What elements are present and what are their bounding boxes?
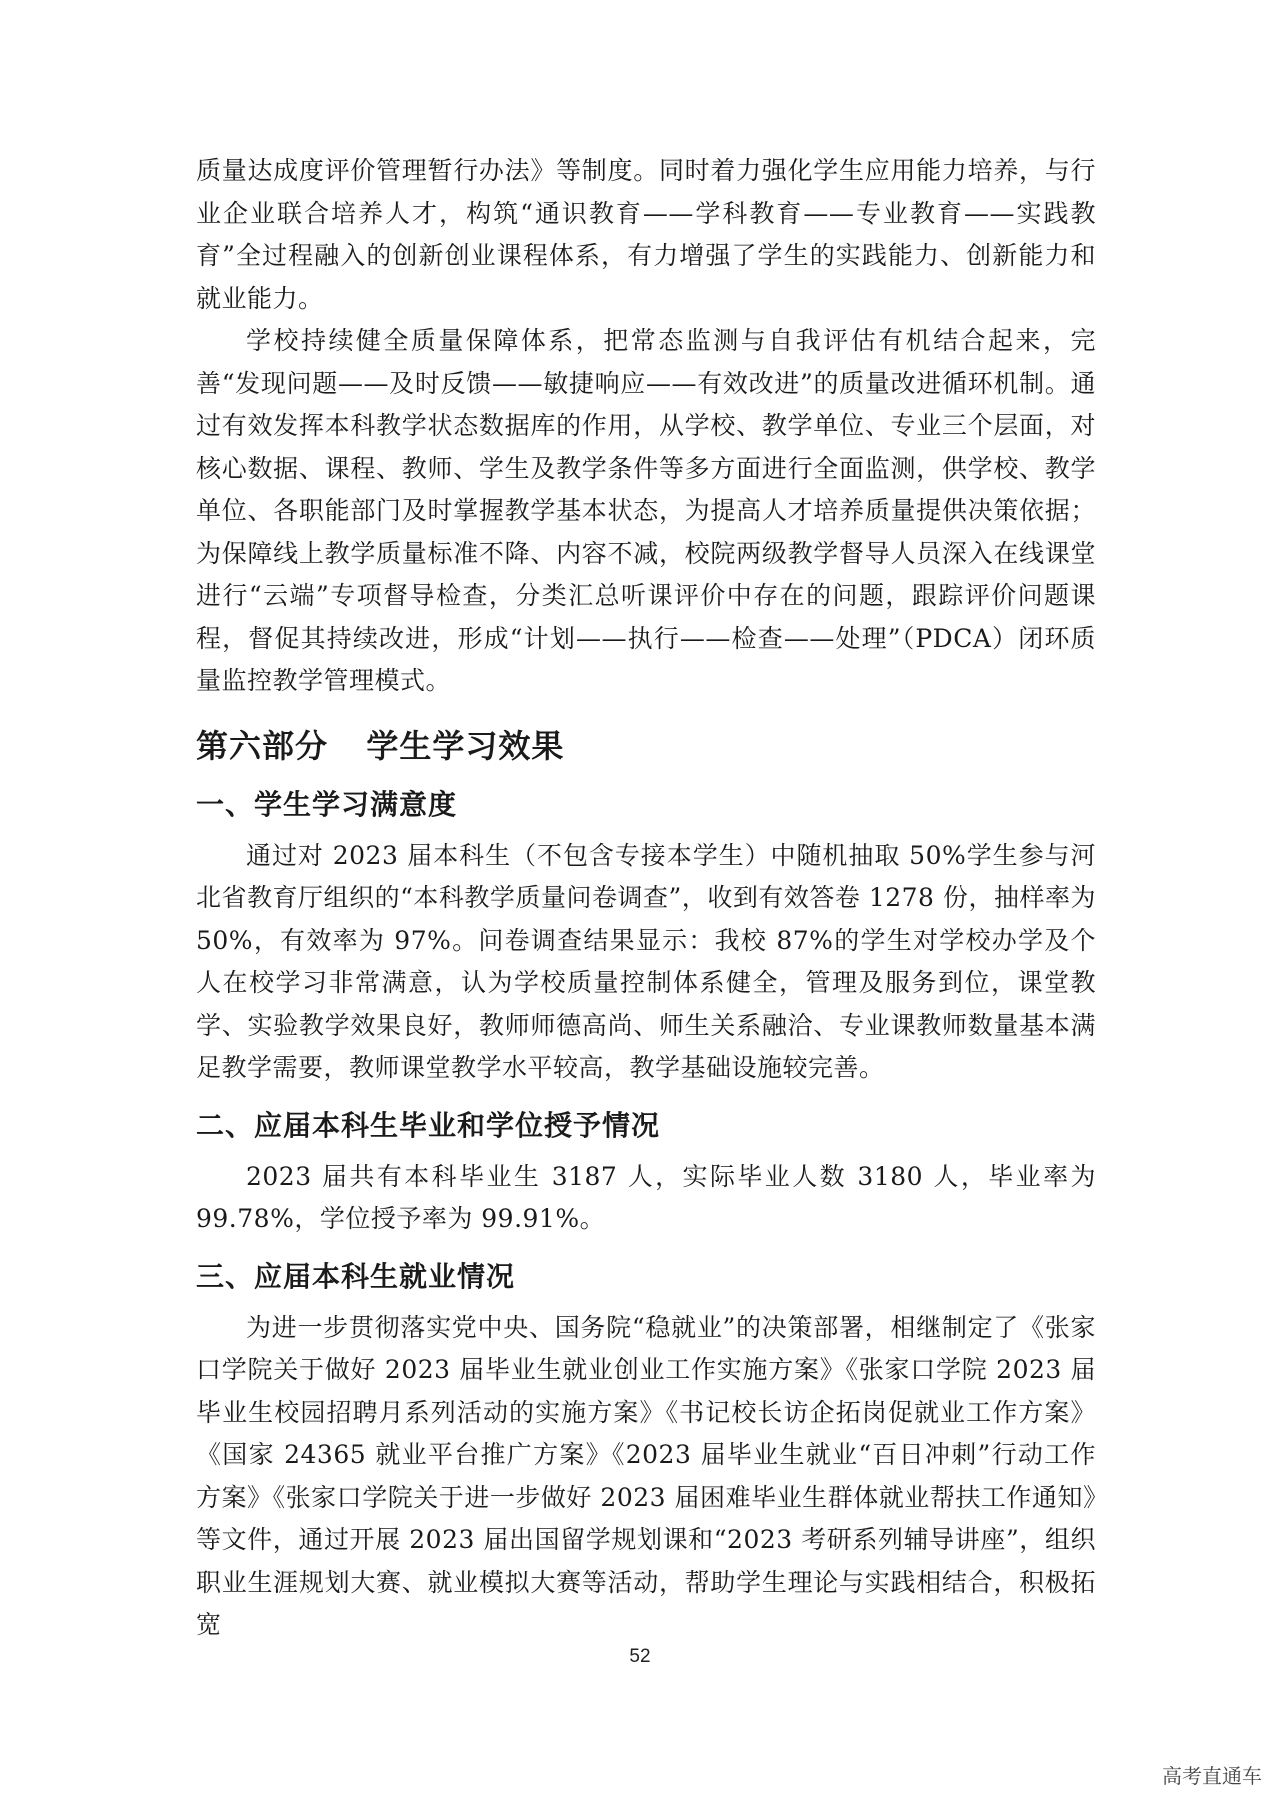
part-title: 学生学习效果 xyxy=(366,726,565,765)
paragraph-satisfaction-survey: 通过对 2023 届本科生（不包含专接本学生）中随机抽取 50%学生参与河北省教育厅组织的“本科教学质量问卷调查”，收到有效答卷 1278 份，抽样率为 50%，有效率为 97%。问卷调查结果显示：我校 87%的学生对学校办学及个人在校学习非常满意，认为学校质量控制体系健全，管理及服务到位，课堂教学、实验教学效果良好，教师师德高尚、师生关系融洽、专业课教师数量基本满足教学需要，教师课堂教学水平较高，教学基础设施较完善。 xyxy=(196,840,1096,1082)
part-number: 第六部分 xyxy=(196,726,329,765)
watermark-text: 高考直通车 xyxy=(1162,1764,1262,1788)
section-heading-graduation: 二、应届本科生毕业和学位授予情况 xyxy=(196,1108,661,1142)
section-heading-satisfaction: 一、学生学习满意度 xyxy=(196,787,458,821)
paragraph-employment: 为进一步贯彻落实党中央、国务院“稳就业”的决策部署，相继制定了《张家口学院关于做好 2023 届毕业生就业创业工作实施方案》《张家口学院 2023 届毕业生校园招聘月系列活动的实施方案》《书记校长访企拓岗促就业工作方案》《国家 24365 就业平台推广方案》《2023 届毕业生就业“百日冲刺”行动工作方案》《张家口学院关于进一步做好 2023 届困难毕业生群体就业帮扶工作通知》等文件，通过开展 2023 届出国留学规划课和“2023 考研系列辅导讲座”，组织职业生涯规划大赛、就业模拟大赛等活动，帮助学生理论与实践相结合，积极拓宽 xyxy=(196,1312,1096,1639)
section-heading-employment: 三、应届本科生就业情况 xyxy=(196,1259,516,1293)
page-number: 52 xyxy=(629,1646,651,1667)
paragraph-quality-standards: 质量达成度评价管理暂行办法》等制度。同时着力强化学生应用能力培养，与行业企业联合培养人才，构筑“通识教育——学科教育——专业教育——实践教育”全过程融入的创新创业课程体系，有力增强了学生的实践能力、创新能力和就业能力。 xyxy=(196,156,1096,313)
paragraph-quality-assurance: 学校持续健全质量保障体系，把常态监测与自我评估有机结合起来，完善“发现问题——及时反馈——敏捷响应——有效改进”的质量改进循环机制。通过有效发挥本科教学状态数据库的作用，从学校、教学单位、专业三个层面，对核心数据、课程、教师、学生及教学条件等多方面进行全面监测，供学校、教学单位、各职能部门及时掌握教学基本状态，为提高人才培养质量提供决策依据；为保障线上教学质量标准不降、内容不减，校院两级教学督导人员深入在线课堂进行“云端”专项督导检查，分类汇总听课评价中存在的问题，跟踪评价问题课程，督促其持续改进，形成“计划——执行——检查——处理”（PDCA）闭环质量监控教学管理模式。 xyxy=(196,326,1096,695)
part-heading xyxy=(196,721,1096,767)
paragraph-graduation-rate: 2023 届共有本科毕业生 3187 人，实际毕业人数 3180 人，毕业率为 99.78%，学位授予率为 99.91%。 xyxy=(196,1161,1096,1233)
document-page xyxy=(196,150,1096,1647)
